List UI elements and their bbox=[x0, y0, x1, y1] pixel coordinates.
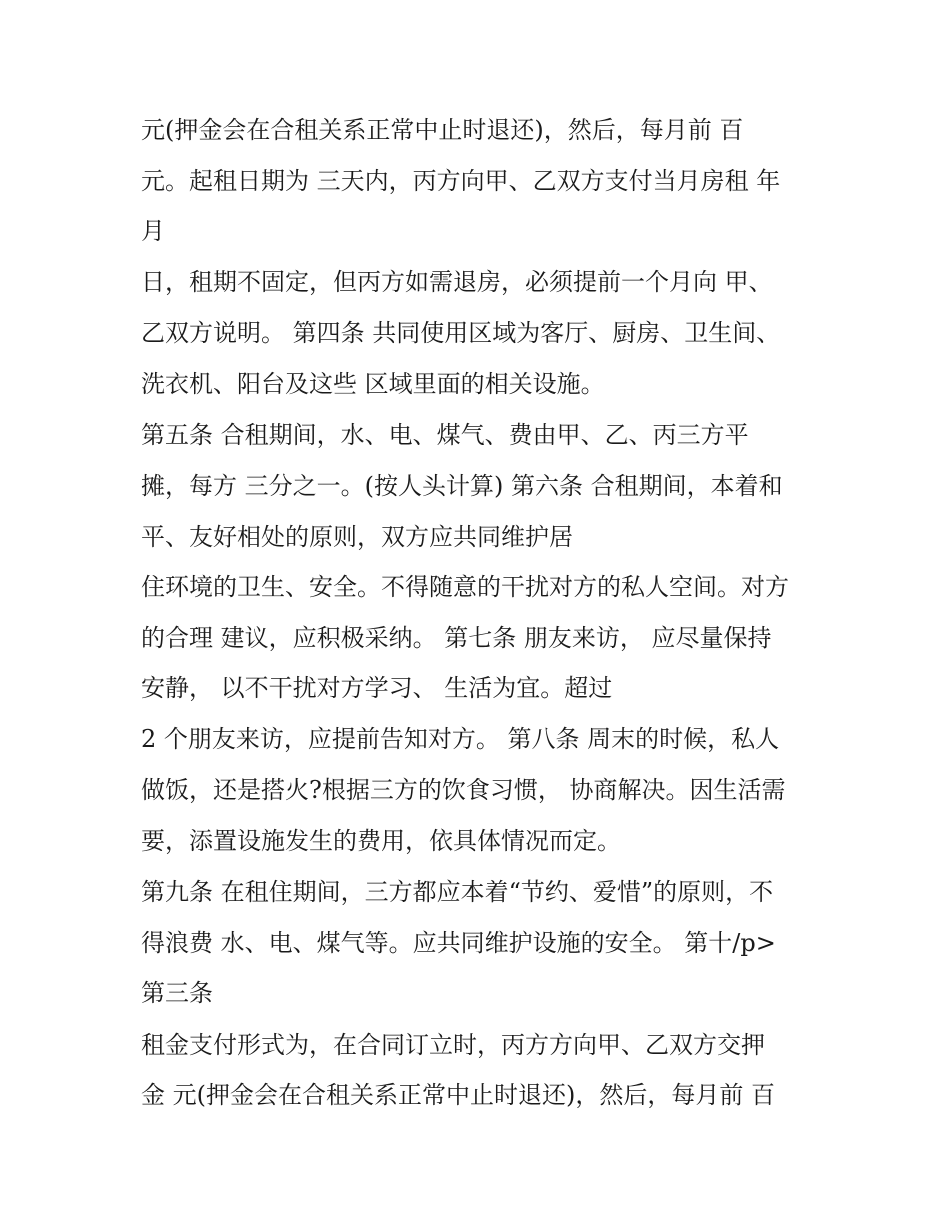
text-line: 2 个朋友来访，应提前告知对方。 第八条 周末的时候，私人 bbox=[141, 725, 780, 753]
text-line: 住环境的卫生、安全。不得随意的干扰对方的私人空间。对方 bbox=[141, 573, 789, 601]
text-line: 乙双方说明。 第四条 共同使用区域为客厅、厨房、卫生间、 bbox=[141, 319, 781, 347]
text-line: 元(押金会在合租关系正常中止时退还)，然后，每月前 百 bbox=[141, 116, 744, 144]
text-line: 金 元(押金会在合租关系正常中止时退还)，然后，每月前 百 bbox=[141, 1081, 775, 1109]
text-line: 第五条 合租期间，水、电、煤气、费由甲、乙、丙三方平 bbox=[141, 421, 749, 449]
text-line: 平、友好相处的原则，双方应共同维护居 bbox=[141, 523, 573, 551]
text-line: 得浪费 水、电、煤气等。应共同维护设施的安全。 第十/p> bbox=[141, 929, 776, 957]
text-line: 日，租期不固定，但丙方如需退房，必须提前一个月向 甲、 bbox=[141, 268, 773, 296]
text-line: 做饭，还是搭火?根据三方的饮食习惯， 协商解决。因生活需 bbox=[141, 776, 786, 804]
text-line: 租金支付形式为，在合同订立时，丙方方向甲、乙双方交押 bbox=[141, 1031, 765, 1059]
text-line: 安静， 以不干扰对方学习、 生活为宜。超过 bbox=[141, 674, 613, 702]
text-line: 第三条 bbox=[141, 979, 213, 1007]
text-line: 洗衣机、阳台及这些 区域里面的相关设施。 bbox=[141, 370, 605, 398]
text-line: 月 bbox=[141, 217, 165, 245]
text-line: 要，添置设施发生的费用，依具体情况而定。 bbox=[141, 827, 621, 855]
text-line: 元。起租日期为 三天内，丙方向甲、乙双方支付当月房租 年 bbox=[141, 167, 781, 195]
text-line: 摊，每方 三分之一。(按人头计算) 第六条 合租期间，本着和 bbox=[141, 472, 783, 500]
text-line: 的合理 建议，应积极采纳。 第七条 朋友来访， 应尽量保持 bbox=[141, 624, 772, 652]
text-line: 第九条 在租住期间，三方都应本着“节约、爱惜”的原则，不 bbox=[141, 878, 774, 906]
